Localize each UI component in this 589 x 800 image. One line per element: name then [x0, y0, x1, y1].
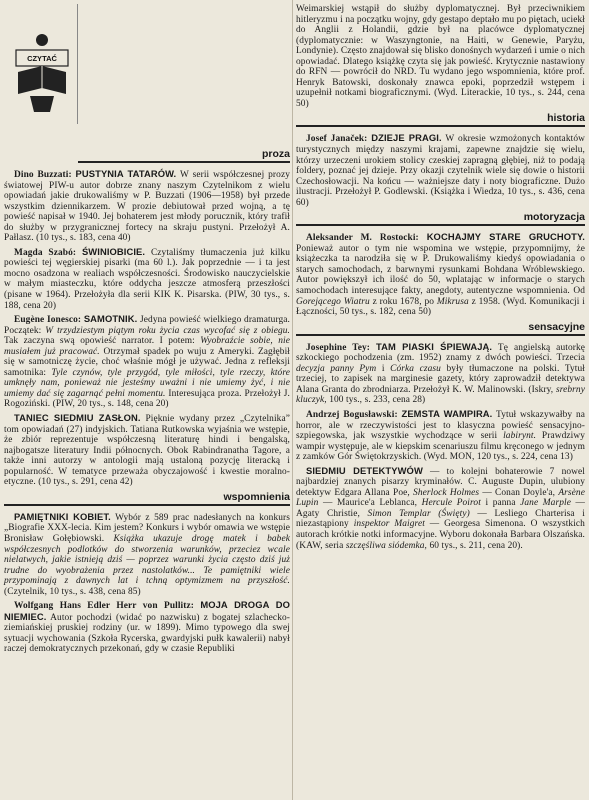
entry-taniec: TANIEC SIEDMIU ZASŁON. Pięknie wydany przez „Czytelnika” tom opowiadań (27) indyjskich. Tatiana Rutkowska wyjaśnia we wstępie, że zbiór reprezentuje współczesną literaturę hindi i bengalską, najbogatsze literatury Indii północnych. Obok Rabindranatha Tagore, a także inni autorzy w antologii mają ustaloną pozycję literacką i popularność. W tematyce przeważa obyczajowość i kwestie moralno-etyczne. (10 tys., s. 291, cena 42) — [4, 412, 290, 488]
entry-szabo: Magda Szabó: ŚWINIOBICIE. Czytaliśmy tłumaczenia już kilku powieści tej węgierskiej pisarki (ma 60 l.). Jak poprzednie — i ta jest mocno osadzona w realiach współczesności. Środowisko nauczycielskie w małym miasteczku, które oddycha jeszcze atmosferą przeszłości (pisane w 1964). Przełożyła dla serii KIK K. Pisarska. (PIW, 30 tys., s. 188, cena 20) — [4, 245, 290, 311]
column-divider — [292, 0, 293, 800]
entry-buzzati: Dino Buzzati: PUSTYNIA TATARÓW. W serii współczesnej prozy światowej PIW-u autor dobrze znany naszym Czytelnikom z wielu opowiadań jakie drukowaliśmy w P. Buzzati (1906—1958) był przede wszystkim dziennikarzem. W prozie debiutował przed wojną, a tę powieść napisał w 1940. Jej bohaterem jest młody porucznik, który trafił do służby w przygranicznej fortecy na skraju pustyni. Przełożył A. Pałlasz. (10 tys., s. 183, cena 40) — [4, 168, 290, 244]
entry-boguslawski: Andrzej Bogusławski: ZEMSTA WAMPIRA. Tytuł wskazywałby na horror, ale w rzeczywistości jest to klasyczna powieść sensacyjno-szpiegowska, jak wszystkie wychodzące w serii labirynt. Prawdziwy wampir występuje, ale w kiepskim scenariuszu filmu kręconego w jednym z zamków Gór Świętokrzyskich. (Wyd. MON, 120 tys., s. 224, cena 13) — [296, 407, 586, 463]
reading-figure-icon — [10, 32, 74, 116]
entry-pullitz: Wolfgang Hans Edler Herr von Pullitz: MOJA DROGA DO NIEMIEC. Autor pochodzi (widać po nazwisku) z bogatej szlachecko-ziemiańskiej pruskiej rodziny (ur. w 1899). Mimo typowego dla swej sytuacji wychowania (Szkoła Rycerska, gwardyjski pułk kawalerii) nabył raczej demokratycznych przekonań, gdy w czasie Republiki — [4, 599, 290, 655]
logo — [8, 4, 78, 124]
entry-janacek: Josef Janaček: DZIEJE PRAGI. W okresie wzmożonych kontaktów turystycznych między naszymi krajami, zapewne znajdzie się wielu, którzy urzeczeni urokiem stolicy czeskiej zapragną głębiej, niż to podają foldery, poznać jej dzieje. Przy okazji czytelnik wiele się dowie o historii Czechosłowacji. Na końcu — ważniejsze daty i noty biograficzne. Dużo ilustracji. Przełożył P. Godlewski. (Książka i Wiedza, 10 tys., s. 436, cena 60) — [296, 132, 585, 208]
entry-ionesco: Eugène Ionesco: SAMOTNIK. Jedyna powieść wielkiego dramaturga. Początek: W trzydziestym piątym roku życia czas wycofać się z obiegu. Tak zaczyna swą opowieść narrator. I potem: Wyobraźcie sobie, nie musiałem już pracować. Otrzymał spadek po wuju z Ameryki. Zagłębił się w samotniczę życie, choć właśnie mógł je używać. Jedna z refleksji samotnika: Tyle czynów, tyle przygód, tyle miłości, tyle rzeczy, które umknęły nam, ponieważ nie jesteśmy uważni i nie umiemy żyć, i nie umiemy dać się zagarnąć pełni momentu. Interesująca proza. Przełożył J. Rogoziński. (PIW, 20 tys., s. 148, cena 20) — [4, 313, 291, 410]
logo-text: CZYTAĆ — [27, 54, 57, 63]
section-heading-motoryzacja: motoryzacja — [296, 211, 585, 226]
section-heading-historia: historia — [296, 112, 585, 127]
section-heading-proza: proza — [78, 148, 290, 163]
entry-siedmiu-detektywow: SIEDMIU DETEKTYWÓW — to kolejni bohaterowie 7 nowel najbardziej znanych pisarzy kryminałów. C. Auguste Dupin, ulubiony detektyw Edgara Allana Poe, Sherlock Holmes — Conan Doyle'a, Arsène Lupin — Maurice'a Leblanca, Hercule Poirot i panna Jane Marple — Agaty Christie, Simon Templar (Święty) — Lesliego Charterisa i niezastąpiony inspektor Maigret — Georgesa Simenona. O wszystkich autorach krótkie notki informacyjne. Wyboru dokonała Barbara Olszańska. (KAW, seria szczęśliwa siódemka, 60 tys., s. 211, cena 20). — [296, 464, 585, 551]
right-column — [296, 0, 585, 554]
section-heading-wspomnienia: wspomnienia — [4, 491, 290, 506]
entry-tey: Josephine Tey: TAM PIASKI ŚPIEWAJĄ. Tę angielską autorkę szkockiego pochodzenia (zm. 1952) znamy z dwóch powieści. Trzecia decyzja panny Pym i Córka czasu były tłumaczone na polski. Tytuł trzeciej, to zapisek na marginesie gazety, który zaprowadził detektywa Alana Granta do zbrodniarza. Przełożył K. W. Malinowski. (Iskry, srebrny kluczyk, 100 tys., s. 233, cena 28) — [296, 340, 585, 406]
left-column — [4, 0, 290, 658]
entry-pullitz-continuation: Weimarskiej wstąpił do służby dyplomatycznej. Był przeciwnikiem hitleryzmu i na początku wojny, gdy gestapo deptało mu po piętach, uciekł do Anglii z Holandii, gdzie był na placówce dyplomatycznej (dyplomatycznie: w Waszyngtonie, na Haiti, w Genewie, Paryżu, Londynie). Często znajdował się blisko donośnych wydarzeń i umie o nich opowiadać. Dlatego książkę czyta się jak powieść. Krytycznie nastawiony do RFN — powrócił do NRD. Tu wydano jego wspomnienia, które prof. Henryk Batowski, doskonały znawca epoki, poprzedził wstępem i uzupełnił notkami biograficznymi. (Wyd. Literackie, 10 tys., s. 244, cena 50) — [296, 4, 585, 109]
section-heading-sensacyjne: sensacyjne — [296, 321, 585, 336]
entry-pamietniki: PAMIĘTNIKI KOBIET. Wybór z 589 prac nadesłanych na konkurs „Biografie XXX-lecia. Kim jestem? Konkurs i wybór omawia we wstępie Bronisław Gołębiowski. Książka ukazuje drogę matek i babek współczesnych podlotków do stworzenia warunków, przeciez wcale nielatwych, jakie istnieją dziś — poprzez warunki życia często dziś już trudne do wyobrażenia przez nastolatków... Te pamiętniki wiele przypominają z dawnych lat i tchną optymizmem na przyszłość. (Czytelnik, 10 tys., s. 438, cena 85) — [4, 510, 290, 597]
entry-rostocki: Aleksander M. Rostocki: KOCHAJMY STARE GRUCHOTY. Ponieważ autor o tym nie wspomina we wstępie, przypomnijmy, że książeczka ta narodziła się w P. Drukowaliśmy kiedyś opowiadania o starych samochodach, z barwnymi rysunkami Bohdana Wróblewskiego. Autor powiększył ich ilość do 50, wplatając w informacje o starych samochodach interesujące fakty, anegdoty, autentyczne wspomnienia. Od Gorejącego Wiatru z roku 1678, po Mikrusa z 1958. (Wyd. Komunikacji i Łączności, 50 tys., s. 182, cena 50) — [296, 231, 585, 318]
